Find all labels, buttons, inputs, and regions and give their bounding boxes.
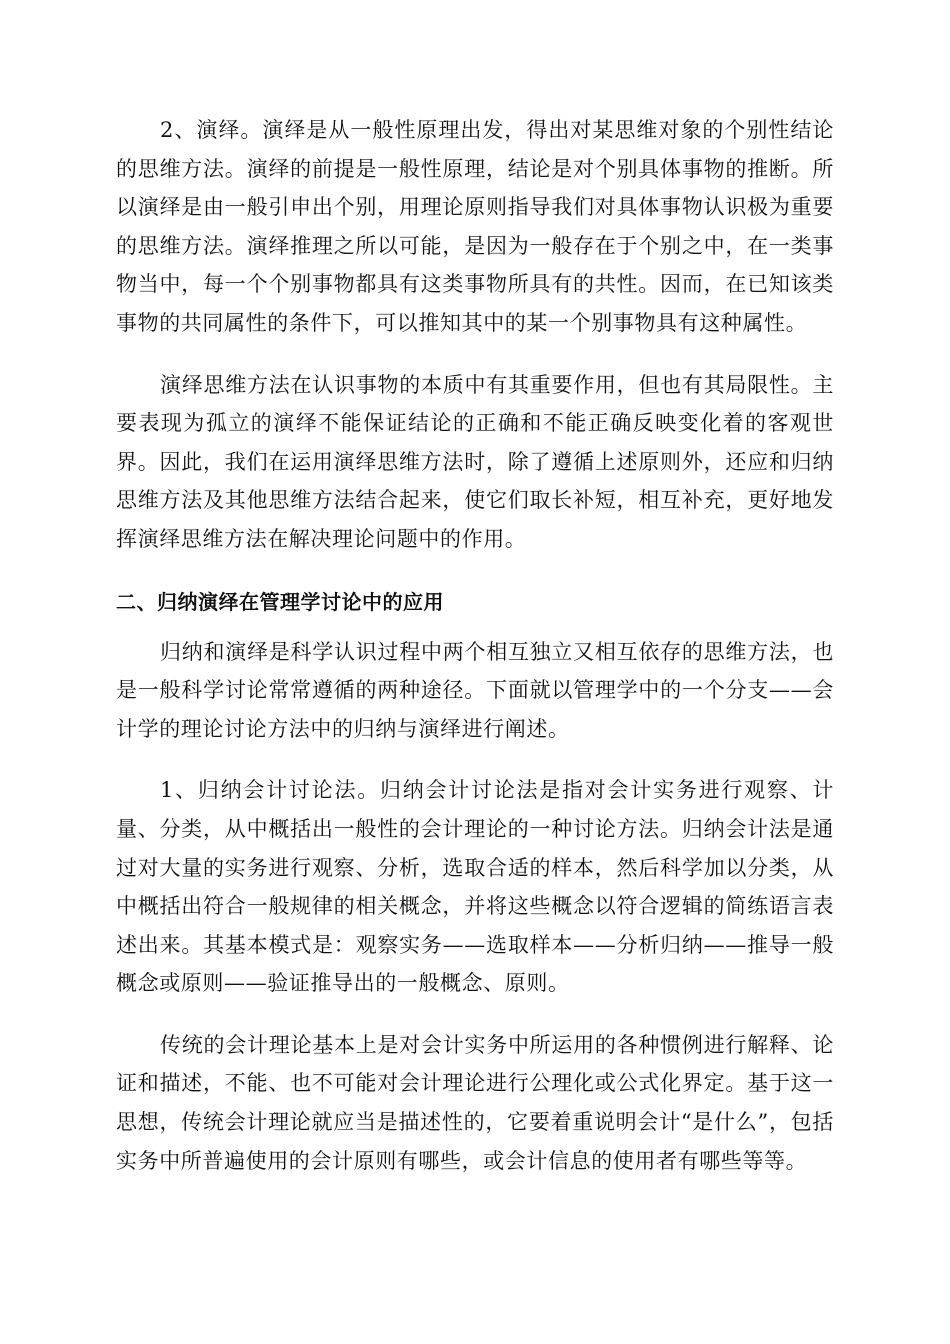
document-body — [116, 111, 834, 1203]
paragraph-deduction-limitations: 演绎思维方法在认识事物的本质中有其重要作用，但也有其局限性。主要表现为孤立的演绎不能保证结论的正确和不能正确反映变化着的客观世界。因此，我们在运用演绎思维方法时，除了遵循上述原则外，还应和归纳思维方法及其他思维方法结合起来，使它们取长补短，相互补充，更好地发挥演绎思维方法在解决理论问题中的作用。 — [116, 372, 834, 551]
paragraph-inductive-accounting: 1、归纳会计讨论法。归纳会计讨论法是指对会计实务进行观察、计量、分类，从中概括出一般性的会计理论的一种讨论方法。归纳会计法是通过对大量的实务进行观察、分析，选取合适的样本，然后科学加以分类，从中概括出符合一般规律的相关概念，并将这些概念以符合逻辑的简练语言表述出来。其基本模式是：观察实务——选取样本——分析归纳——推导一般概念或原则——验证推导出的一般概念、原则。 — [116, 778, 834, 996]
paragraph-traditional-accounting-theory: 传统的会计理论基本上是对会计实务中所运用的各种惯例进行解释、论证和描述，不能、也不可能对会计理论进行公理化或公式化界定。基于这一思想，传统会计理论就应当是描述性的，它要着重说明会计“是什么”，包括实务中所普遍使用的会计原则有哪些，或会计信息的使用者有哪些等等。 — [116, 1032, 834, 1173]
paragraph-deduction: 2、演绎。演绎是从一般性原理出发，得出对某思维对象的个别性结论的思维方法。演绎的前提是一般性原理，结论是对个别具体事物的推断。所以演绎是由一般引申出个别，用理论原则指导我们对具体事物认识极为重要的思维方法。演绎推理之所以可能，是因为一般存在于个别之中，在一类事物当中，每一个个别事物都具有这类事物所具有的共性。因而，在已知该类事物的共同属性的条件下，可以推知其中的某一个别事物具有这种属性。 — [116, 118, 834, 335]
section-heading: 二、归纳演绎在管理学讨论中的应用 — [116, 589, 444, 614]
paragraph-induction-deduction-intro: 归纳和演绎是科学认识过程中两个相互独立又相互依存的思维方法，也是一般科学讨论常常遵循的两种途径。下面就以管理学中的一个分支——会计学的理论讨论方法中的归纳与演绎进行阐述。 — [116, 639, 834, 741]
